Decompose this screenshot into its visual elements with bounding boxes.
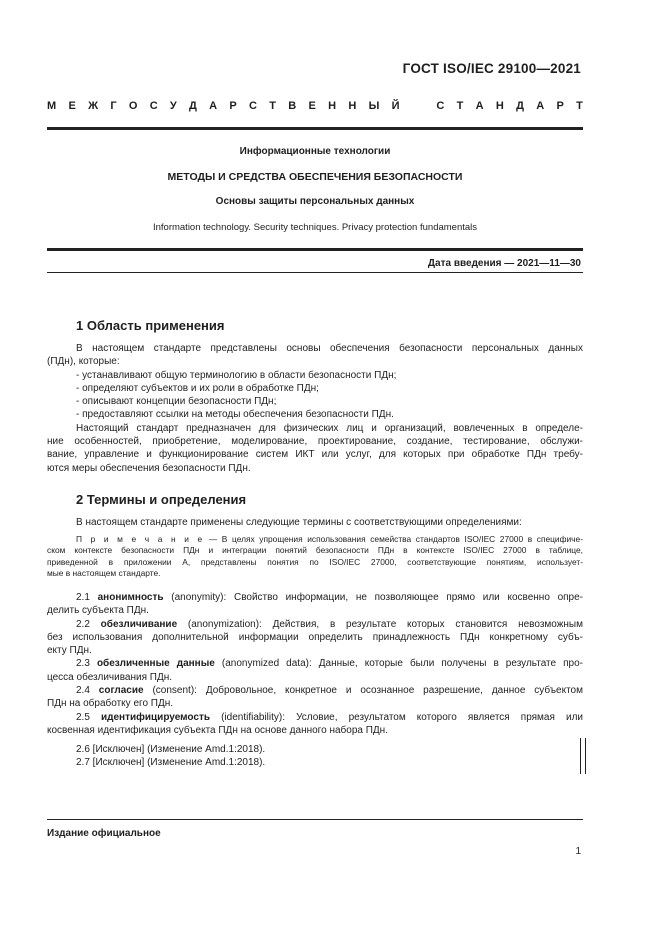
- banner-letter: М: [47, 100, 57, 112]
- purpose-line: Настоящий стандарт предназначен для физических лиц и организаций, вовлеченных в определе-: [76, 422, 583, 434]
- terms-list: [47, 591, 583, 737]
- banner-letter: А: [475, 100, 484, 112]
- purpose-line: вание, управление и функционирование систем ИКТ или услуг, для которых при обработке ПДн требу-: [47, 449, 583, 461]
- banner-letter: О: [128, 100, 138, 112]
- banner-letter: Ы: [368, 100, 380, 112]
- note-text: — В целях упрощения использования семейства стандартов ISO/IEC 27000 в специфиче-: [204, 534, 583, 544]
- term-definition: (anonymity): Свойство информации, не позволяющее прямо или косвенно опре-: [163, 592, 584, 603]
- term-line: [47, 684, 583, 697]
- banner-letter: С: [249, 100, 257, 112]
- banner-letter: Е: [308, 100, 316, 112]
- term-name: обезличенные данные: [96, 658, 215, 670]
- header-rule: [47, 127, 583, 130]
- banner-letter: Н: [495, 100, 504, 112]
- note-line: [47, 534, 583, 545]
- term-line: косвенная идентификация субъекта ПДн на основе данного набора ПДн.: [47, 724, 388, 736]
- page-number: 1: [575, 846, 581, 857]
- section-2-heading: 2 Термины и определения: [76, 492, 247, 507]
- banner-letter: С: [149, 100, 158, 112]
- banner-letter: Н: [348, 100, 357, 112]
- term-number: 2.4: [76, 685, 90, 697]
- purpose-line: ние особенностей, приобретение, моделирование, проектирование, создание, тестирование, обслужи-: [47, 436, 583, 448]
- banner-letter: У: [169, 100, 177, 112]
- term-line: [47, 591, 583, 604]
- banner-letter: Р: [229, 100, 237, 112]
- list-item: - описывают концепции безопасности ПДн;: [76, 396, 277, 408]
- title-sub: Основы защиты персональных данных: [215, 196, 415, 207]
- footer-rule: [47, 819, 583, 820]
- change-bar: [580, 738, 586, 774]
- section-1-body: [47, 342, 583, 475]
- banner-letter: Д: [189, 100, 197, 112]
- list-item: - устанавливают общую терминологию в области безопасности ПДн;: [76, 369, 397, 381]
- term-number: 2.5: [76, 711, 90, 723]
- term-line: [47, 618, 583, 631]
- note: [47, 534, 583, 579]
- list-item: - определяют субъектов и их роли в обработке ПДн;: [76, 382, 319, 394]
- note-line: мые в настоящем стандарте.: [47, 567, 161, 578]
- list-item: - предоставляют ссылки на методы обеспечения безопасности ПДн.: [76, 409, 394, 421]
- section-2-intro-text: В настоящем стандарте применены следующие термины с соответствующими определениями:: [76, 517, 522, 528]
- term-number: 2.2: [76, 618, 90, 630]
- intro-date: Дата введения — 2021—11—30: [427, 258, 581, 269]
- banner-letter: А: [536, 100, 545, 112]
- banner-letter: Е: [68, 100, 76, 112]
- excluded-list: [47, 743, 583, 770]
- banner-letter: Н: [328, 100, 337, 112]
- term-definition: (anonymized data): Данные, которые были получены в результате про-: [214, 658, 583, 670]
- excluded-item: 2.7 [Исключен] (Изменение Amd.1:2018).: [76, 757, 266, 769]
- banner-letter: Й: [391, 100, 400, 112]
- term-line: цесса обезличивания ПДн.: [47, 671, 173, 683]
- purpose-line: ются меры обеспечения безопасности ПДн.: [47, 462, 251, 474]
- term-definition: (identifiability): Условие, результатом которого является прямая или: [210, 711, 583, 723]
- term-line: екту ПДн.: [47, 645, 92, 657]
- term-definition: (anonymization): Действия, в результате которых становится невозможным: [177, 618, 583, 630]
- term-line: без использования дополнительной информации определить принадлежность ПДн конкретному субъ-: [47, 631, 583, 643]
- term-line: [47, 711, 583, 724]
- term-number: 2.1: [76, 592, 90, 603]
- banner-letter: С: [436, 100, 445, 112]
- banner-letter: Ж: [88, 100, 99, 112]
- term-line: [47, 657, 583, 670]
- term-definition: (consent): Добровольное, конкретное и осознанное разрешение, данное субъектом: [143, 685, 583, 697]
- edition-label: Издание официальное: [47, 828, 161, 839]
- title-english: Information technology. Security techniques. Privacy protection fundamentals: [152, 222, 478, 233]
- banner-letter: В: [288, 100, 297, 112]
- term-number: 2.3: [76, 658, 90, 670]
- standard-number: ГОСТ ISO/IEC 29100—2021: [402, 61, 581, 76]
- title-main: МЕТОДЫ И СРЕДСТВА ОБЕСПЕЧЕНИЯ БЕЗОПАСНОСТИ: [167, 171, 463, 183]
- term-line: делить субъекта ПДн.: [47, 605, 149, 617]
- term-line: ПДн на обработку его ПДн.: [47, 698, 174, 710]
- banner-letter: Д: [516, 100, 524, 112]
- term-name: идентифицируемость: [100, 711, 211, 723]
- section-1-heading: 1 Область применения: [76, 318, 225, 333]
- title-category: Информационные технологии: [239, 146, 391, 157]
- note-line: приведенной в приложении А, представлены понятия по ISO/IEC 27000, соответствующие понятиям, использует-: [47, 556, 583, 567]
- banner-letter: Т: [269, 100, 276, 112]
- term-name: анонимность: [97, 592, 164, 603]
- date-rule: [47, 272, 583, 273]
- note-label: П р и м е ч а н и е: [76, 534, 205, 544]
- excluded-item: 2.6 [Исключен] (Изменение Amd.1:2018).: [76, 744, 266, 755]
- title-rule: [47, 248, 583, 251]
- interstate-standard-banner: [47, 100, 583, 112]
- banner-letter: Г: [110, 100, 117, 112]
- banner-letter: Т: [456, 100, 464, 112]
- section-2-intro: [47, 516, 583, 529]
- banner-letter: Т: [576, 100, 583, 112]
- term-name: обезличивание: [100, 618, 178, 630]
- note-line: ском контексте безопасности ПДн и интеграции понятий безопасности ПДн в контексте ISO/IEC 27000 в таблице,: [47, 545, 583, 556]
- section-1-intro-line: В настоящем стандарте представлены основы обеспечения безопасности персональных данных: [76, 343, 583, 354]
- section-1-intro-line: (ПДн), которые:: [47, 356, 120, 368]
- banner-letter: А: [209, 100, 218, 112]
- banner-letter: Р: [556, 100, 564, 112]
- term-name: согласие: [98, 685, 144, 697]
